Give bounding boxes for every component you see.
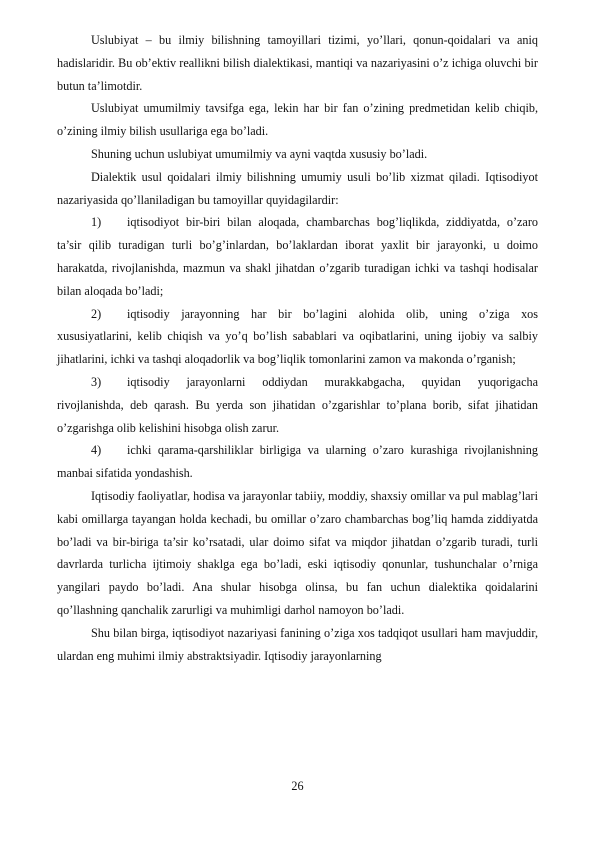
list-item bbox=[57, 211, 538, 302]
list-item-number: 4) bbox=[91, 443, 102, 458]
body-text bbox=[57, 29, 538, 667]
list-item-text: iqtisodiyot bir-biri bilan aloqada, chambarchas bog’liqlikda, ziddiyatda, o’zaro ta’sir qilib turadigan turli bo’g’inlardan, bo’laklardan iborat yaxlit bir jarayonki, u doimo harakatda, rivojlanishda, mazmun va shakl jihatdan o’zgarib turadigan ichki va tashqi hodisalar bilan aloqada bo’ladi; bbox=[57, 215, 538, 298]
list-item bbox=[57, 439, 538, 485]
list-item-text: iqtisodiy jarayonning har bir bo’lagini alohida olib, uning o’ziga xos xususiyatlarini, kelib chiqish va yo’q bo’lish sabablari va oqibatlarini, uning ijobiy va salbiy jihatlarini, ichki va tashqi aloqadorlik va bog’liqlik tomonlarini zamon va makonda o’rganish; bbox=[57, 306, 538, 367]
list-item bbox=[57, 371, 538, 439]
page-number: 26 bbox=[291, 779, 304, 793]
paragraph: Iqtisodiy faoliyatlar, hodisa va jarayonlar tabiiy, moddiy, shaxsiy omillar va pul mablag’lari kabi omillarga tayangan holda kechadi, bu omillar o’zaro chambarchas bog’liq hamda ziddiyatda bo’ladi va bir-biriga ta’sir ko’rsatadi, ular doimo sifat va miqdor jihatdan o’zgarib turadi, turli davrlarda turlicha ijtimoiy shaklga ega bo’ladi, eski iqtisodiy qonunlar, tushunchalar o’rniga yangilari paydo bo’ladi. Ana shular hisobga olinsa, bu fan uchun dialektika qoidalarini qo’llashning qanchalik zarurligi va muhimligi darhol namoyon bo’ladi. bbox=[57, 488, 538, 617]
paragraph: Uslubiyat – bu ilmiy bilishning tamoyillari tizimi, yo’llari, qonun-qoidalari va aniq hadislaridir. Bu ob’ektiv reallikni bilish dialektikasi, mantiqi va nazariyasini o’z ichiga oluvchi bir butun ta’limotdir. bbox=[57, 33, 538, 93]
list-item-number: 2) bbox=[91, 306, 102, 321]
list-item-number: 3) bbox=[91, 374, 102, 389]
list-item-text: iqtisodiy jarayonlarni oddiydan murakkabgacha, quyidan yuqorigacha rivojlanishda, deb qarash. Bu yerda son jihatidan o’zgarishlar to’plana borib, sifat jihatidan o’zgarishga olib kelishini hisobga olish zarur. bbox=[57, 374, 538, 435]
paragraph: Uslubiyat umumilmiy tavsifga ega, lekin har bir fan o’zining predmetidan kelib chiqib, o’zining ilmiy bilish usullariga ega bo’ladi. bbox=[57, 101, 538, 139]
paragraph: Dialektik usul qoidalari ilmiy bilishning umumiy usuli bo’lib xizmat qiladi. Iqtisodiyot nazariyasida qo’llaniladigan bu tamoyillar quyidagilardir: bbox=[57, 169, 538, 207]
paragraph: Shuning uchun uslubiyat umumilmiy va ayni vaqtda xususiy bo’ladi. bbox=[91, 146, 428, 161]
list-item bbox=[57, 303, 538, 371]
list-item-text: ichki qarama-qarshiliklar birligiga va ularning o’zaro kurashiga rivojlanishning manbai sifatida yondashish. bbox=[57, 443, 538, 481]
paragraph: Shu bilan birga, iqtisodiyot nazariyasi fanining o’ziga xos tadqiqot usullari ham mavjuddir, ulardan eng muhimi ilmiy abstraktsiyadir. Iqtisodiy jarayonlarning bbox=[57, 625, 538, 663]
list-item-number: 1) bbox=[91, 215, 102, 230]
